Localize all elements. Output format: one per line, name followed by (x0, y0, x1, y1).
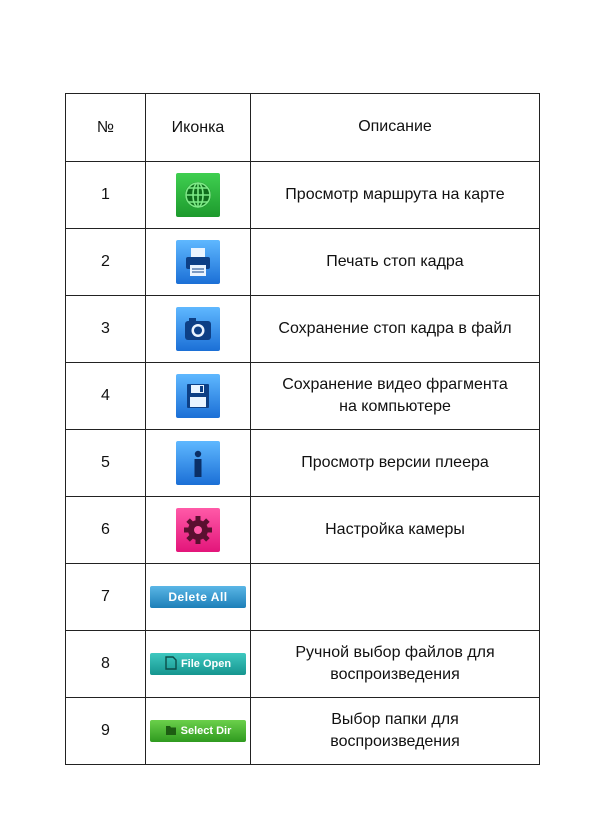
icon-cell (146, 497, 251, 564)
desc-text-line1: Ручной выбор файлов для (295, 643, 495, 661)
row-num: 3 (66, 296, 146, 363)
icon-cell (146, 698, 251, 765)
table-row (66, 430, 540, 497)
desc-text: Просмотр версии плеера (301, 453, 489, 471)
file-open-label: File Open (180, 658, 232, 670)
printer-icon[interactable] (176, 240, 220, 284)
floppy-disk-icon[interactable] (176, 374, 220, 418)
header-num: № (66, 94, 146, 162)
icon-cell (146, 430, 251, 497)
file-open-button[interactable] (150, 653, 246, 675)
icons-table (65, 93, 540, 765)
row-num: 2 (66, 229, 146, 296)
table-row (66, 631, 540, 698)
gear-icon[interactable] (176, 508, 220, 552)
globe-icon[interactable] (176, 173, 220, 217)
icon-cell (146, 564, 251, 631)
table-row (66, 296, 540, 363)
row-desc (251, 296, 540, 363)
select-dir-label: Select Dir (180, 725, 232, 737)
icon-cell (146, 631, 251, 698)
table-row (66, 363, 540, 430)
row-num: 4 (66, 363, 146, 430)
desc-text: Просмотр маршрута на карте (285, 185, 505, 203)
delete-all-button[interactable]: Delete All (150, 586, 246, 608)
row-num: 7 (66, 564, 146, 631)
icon-cell (146, 363, 251, 430)
table-row (66, 698, 540, 765)
select-dir-button[interactable] (150, 720, 246, 742)
row-desc (251, 631, 540, 698)
table-row (66, 564, 540, 631)
row-desc (251, 564, 540, 631)
row-num: 1 (66, 162, 146, 229)
desc-text-line2: на компьютере (339, 398, 451, 415)
table-row (66, 497, 540, 564)
file-icon (165, 656, 177, 670)
desc-text: Настройка камеры (325, 520, 465, 538)
folder-icon (165, 723, 177, 737)
camera-icon[interactable] (176, 307, 220, 351)
table-header-row (66, 94, 540, 162)
table-row (66, 162, 540, 229)
desc-text: Печать стоп кадра (326, 252, 464, 270)
icon-cell (146, 229, 251, 296)
desc-text-line1: Выбор папки для (331, 710, 459, 728)
row-num: 5 (66, 430, 146, 497)
row-num: 8 (66, 631, 146, 698)
row-desc (251, 430, 540, 497)
row-num: 9 (66, 698, 146, 765)
header-desc: Описание (251, 94, 540, 162)
desc-text: Сохранение стоп кадра в файл (278, 319, 512, 337)
desc-text-line2: воспроизведения (330, 733, 460, 750)
row-num: 6 (66, 497, 146, 564)
row-desc (251, 229, 540, 296)
icon-cell (146, 162, 251, 229)
desc-text-line1: Сохранение видео фрагмента (282, 375, 508, 393)
header-icon: Иконка (146, 94, 251, 162)
table-row (66, 229, 540, 296)
info-icon[interactable] (176, 441, 220, 485)
row-desc (251, 363, 540, 430)
icon-cell (146, 296, 251, 363)
row-desc (251, 698, 540, 765)
row-desc (251, 162, 540, 229)
desc-text-line2: воспроизведения (330, 666, 460, 683)
row-desc (251, 497, 540, 564)
